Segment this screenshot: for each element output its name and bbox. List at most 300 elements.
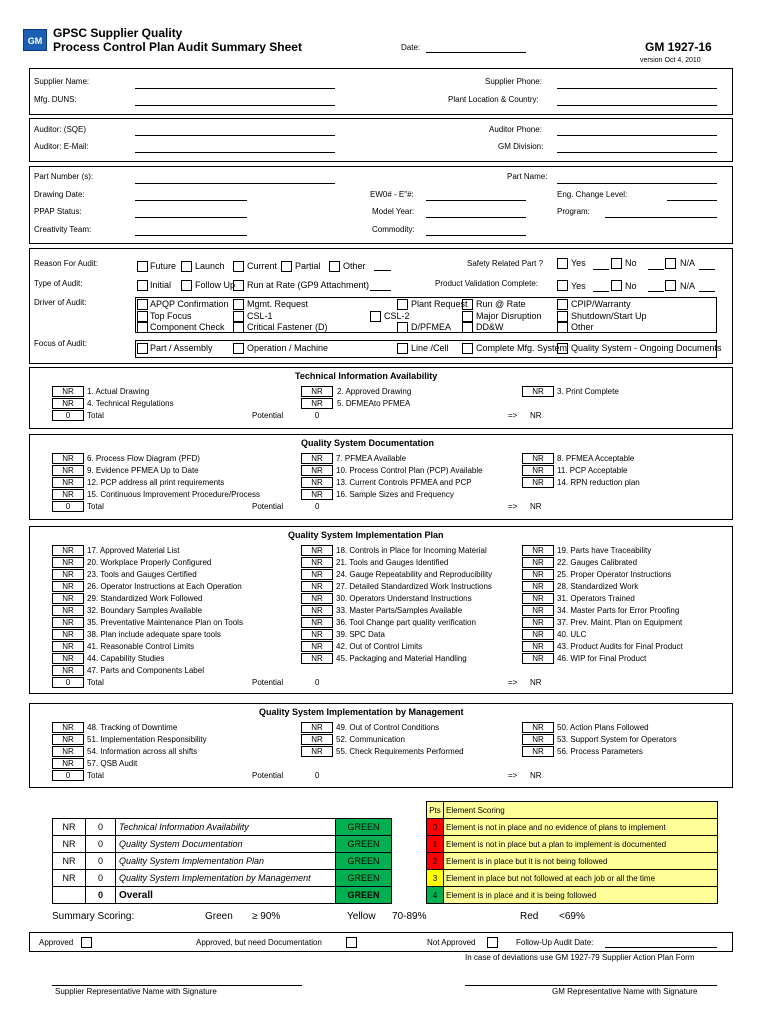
qsim-potential-label: Potential	[252, 771, 284, 780]
qsd-nr[interactable]: NR	[52, 465, 84, 476]
qsip-total-label: Total	[87, 678, 104, 687]
validation-na-label: N/A	[680, 281, 696, 291]
qsim-item: 54. Information across all shifts	[87, 747, 198, 756]
validation-label: Product Validation Complete:	[435, 279, 539, 288]
type-followup-label: Follow Up	[195, 280, 236, 290]
qsd-total-label: Total	[87, 502, 104, 511]
summary-value: 0	[86, 836, 116, 853]
qsip-item: 26. Operator Instructions at Each Operation	[87, 582, 242, 591]
qsip-nr[interactable]: NR	[301, 593, 333, 604]
qsd-nr[interactable]: NR	[301, 453, 333, 464]
form-number: GM 1927-16	[645, 40, 712, 54]
driver-runrate-checkbox[interactable]	[462, 299, 473, 310]
qsip-potential-label: Potential	[252, 678, 284, 687]
gm-logo: GM	[23, 29, 47, 51]
scoring-red-value: <69%	[559, 911, 585, 922]
focus-qs-label: Quality System - Ongoing Documents	[571, 343, 722, 353]
auditor-email-field[interactable]	[135, 152, 335, 153]
tia-potential-label: Potential	[252, 411, 284, 420]
qsip-item: 24. Gauge Repeatability and Reproducibility	[336, 570, 493, 579]
qsd-nr[interactable]: NR	[522, 453, 554, 464]
qsip-nr[interactable]: NR	[52, 653, 84, 664]
qsip-item: 28. Standardized Work	[557, 582, 639, 591]
reason-future-label: Future	[150, 261, 177, 271]
focus-line-label: Line /Cell	[411, 343, 449, 353]
focus-part-checkbox[interactable]	[137, 343, 148, 354]
qsip-item: 23. Tools and Gauges Certified	[87, 570, 197, 579]
qsip-nr[interactable]: NR	[52, 641, 84, 652]
driver-ddw-label: DD&W	[476, 322, 504, 332]
part-number-field[interactable]	[135, 183, 335, 184]
qsip-nr[interactable]: NR	[522, 581, 554, 592]
focus-operation-label: Operation / Machine	[247, 343, 329, 353]
qsim-nr[interactable]: NR	[52, 722, 84, 733]
summary-name: Technical Information Availability	[116, 819, 336, 836]
tia-item-5: 5. DFMEAto PFMEA	[337, 399, 411, 408]
creativity-label: Creativity Team:	[34, 225, 92, 234]
qsip-item: 33. Master Parts/Samples Available	[336, 606, 463, 615]
safety-na-line	[699, 269, 715, 270]
driver-fastener-label: Critical Fastener (D)	[247, 322, 328, 332]
qsim-nr[interactable]: NR	[522, 746, 554, 757]
qsim-total-label: Total	[87, 771, 104, 780]
reason-launch-checkbox[interactable]	[181, 261, 192, 272]
qsip-nr[interactable]: NR	[52, 617, 84, 628]
qsip-item: 22. Gauges Calibrated	[557, 558, 638, 567]
legend-text: Element is in place but it is not being followed	[444, 853, 718, 870]
safety-no-label: No	[625, 258, 637, 268]
qsip-nr[interactable]: NR	[522, 617, 554, 628]
summary-row	[53, 853, 392, 870]
reason-future-checkbox[interactable]	[137, 261, 148, 272]
qsd-nr[interactable]: NR	[522, 477, 554, 488]
validation-no-line	[648, 291, 664, 292]
supplier-sig-label: Supplier Representative Name with Signature	[55, 987, 217, 996]
qsip-nr[interactable]: NR	[301, 581, 333, 592]
tia-result: NR	[530, 411, 542, 420]
driver-topfocus-checkbox[interactable]	[137, 311, 148, 322]
qsip-item: 38. Plan include adequate spare tools	[87, 630, 221, 639]
qsim-nr[interactable]: NR	[522, 722, 554, 733]
qsd-nr[interactable]: NR	[52, 489, 84, 500]
summary-name: Quality System Implementation by Management	[116, 870, 336, 887]
tia-arrow: =>	[508, 411, 518, 420]
tia-nr-1[interactable]: NR	[52, 386, 84, 397]
reason-other-field[interactable]	[374, 270, 391, 271]
qsip-nr[interactable]: NR	[301, 617, 333, 628]
qsip-nr[interactable]: NR	[522, 641, 554, 652]
type-runrate-checkbox[interactable]	[233, 280, 244, 291]
focus-mfg-label: Complete Mfg. System	[476, 343, 568, 353]
supplier-phone-label: Supplier Phone:	[485, 77, 542, 86]
qsip-item: 43. Product Audits for Final Product	[557, 642, 683, 651]
driver-shutdown-checkbox[interactable]	[557, 311, 568, 322]
tia-nr-5[interactable]: NR	[301, 398, 333, 409]
safety-no-checkbox[interactable]	[611, 258, 622, 269]
scoring-yellow: Yellow	[347, 911, 376, 922]
qsim-arrow: =>	[508, 771, 518, 780]
legend-row	[427, 887, 718, 904]
qsd-nr[interactable]: NR	[301, 477, 333, 488]
summary-overall-empty	[53, 887, 86, 904]
tia-item-3: 3. Print Complete	[557, 387, 619, 396]
driver-runrate-label: Run @ Rate	[476, 299, 526, 309]
qsim-item: 56. Process Parameters	[557, 747, 643, 756]
driver-cpip-checkbox[interactable]	[557, 299, 568, 310]
supplier-signature-line[interactable]	[52, 985, 302, 986]
tia-item-4: 4. Technical Regulations	[87, 399, 174, 408]
tia-item-2: 2. Approved Drawing	[337, 387, 412, 396]
qsip-item: 30. Operators Understand Instructions	[336, 594, 472, 603]
header-subtitle: Process Control Plan Audit Summary Sheet	[53, 40, 302, 54]
tia-nr-3[interactable]: NR	[522, 386, 554, 397]
qsip-nr[interactable]: NR	[522, 545, 554, 556]
qsim-nr[interactable]: NR	[301, 746, 333, 757]
driver-mgmt-label: Mgmt. Request	[247, 299, 309, 309]
drawing-date-field[interactable]	[135, 200, 247, 201]
driver-ddw-checkbox[interactable]	[462, 322, 473, 333]
summary-nr: NR	[53, 853, 86, 870]
tia-nr-4[interactable]: NR	[52, 398, 84, 409]
gm-signature-line[interactable]	[465, 985, 717, 986]
supplier-name-field[interactable]	[135, 88, 335, 89]
qsip-item: 17. Approved Material List	[87, 546, 180, 555]
qsip-nr[interactable]: NR	[301, 605, 333, 616]
legend-text: Element is not in place but a plan to implement is documented	[444, 836, 718, 853]
version-text: version Oct 4, 2010	[640, 57, 701, 64]
legend-table	[426, 801, 718, 904]
approved-checkbox[interactable]	[81, 937, 92, 948]
validation-no-label: No	[625, 281, 637, 291]
ewo-field[interactable]	[426, 200, 526, 201]
legend-pts: 4	[427, 887, 444, 904]
qsd-item: 6. Process Flow Diagram (PFD)	[87, 454, 200, 463]
gm-sig-label: GM Representative Name with Signature	[552, 987, 698, 996]
scoring-green-value: ≥ 90%	[252, 911, 281, 922]
qsd-result: NR	[530, 502, 542, 511]
ppap-field[interactable]	[135, 217, 247, 218]
qsd-potential-value: 0	[315, 502, 320, 511]
driver-shutdown-label: Shutdown/Start Up	[571, 311, 647, 321]
qsim-item: 55. Check Requirements Performed	[336, 747, 464, 756]
legend-header: Element Scoring	[444, 802, 718, 819]
qsip-nr[interactable]: NR	[52, 545, 84, 556]
driver-cpip-label: CPIP/Warranty	[571, 299, 631, 309]
qsim-item: 51. Implementation Responsibility	[87, 735, 207, 744]
summary-overall-row	[53, 887, 392, 904]
focus-label: Focus of Audit:	[34, 339, 87, 348]
driver-csl2-checkbox[interactable]	[370, 311, 381, 322]
summary-status: GREEN	[336, 819, 392, 836]
eng-change-label: Eng. Change Level:	[557, 190, 628, 199]
qsip-nr[interactable]: NR	[52, 665, 84, 676]
qsip-item: 34. Master Parts for Error Proofing	[557, 606, 680, 615]
auditor-phone-field[interactable]	[557, 135, 717, 136]
qsip-item: 41. Reasonable Control Limits	[87, 642, 195, 651]
driver-other-checkbox[interactable]	[557, 322, 568, 333]
type-label: Type of Audit:	[34, 279, 83, 288]
qsip-item: 19. Parts have Traceability	[557, 546, 652, 555]
qsd-item: 15. Continuous Improvement Procedure/Process	[87, 490, 260, 499]
qsim-potential-value: 0	[315, 771, 320, 780]
qsim-nr[interactable]: NR	[52, 746, 84, 757]
safety-yes-line	[593, 269, 609, 270]
qsim-item: 52. Communication	[336, 735, 405, 744]
qsim-item: 57. QSB Audit	[87, 759, 138, 768]
approved-doc-label: Approved, but need Documentation	[196, 938, 322, 947]
summary-name: Quality System Implementation Plan	[116, 853, 336, 870]
driver-other-label: Other	[571, 322, 594, 332]
validation-na-checkbox[interactable]	[665, 280, 676, 291]
summary-nr: NR	[53, 819, 86, 836]
qsd-item: 13. Current Controls PFMEA and PCP	[336, 478, 472, 487]
qsim-nr[interactable]: NR	[522, 734, 554, 745]
qsim-nr[interactable]: NR	[301, 734, 333, 745]
summary-row	[53, 819, 392, 836]
validation-yes-checkbox[interactable]	[557, 280, 568, 291]
driver-label: Driver of Audit:	[34, 298, 87, 307]
driver-component-checkbox[interactable]	[137, 322, 148, 333]
qsim-item: 50. Action Plans Followed	[557, 723, 649, 732]
qsip-nr[interactable]: NR	[52, 605, 84, 616]
part-name-field[interactable]	[557, 183, 717, 184]
legend-row	[427, 819, 718, 836]
approval-box	[29, 932, 733, 952]
qsd-item: 9. Evidence PFMEA Up to Date	[87, 466, 199, 475]
qsip-nr[interactable]: NR	[301, 653, 333, 664]
qsip-nr[interactable]: NR	[52, 629, 84, 640]
qsip-item: 47. Parts and Components Label	[87, 666, 204, 675]
driver-topfocus-label: Top Focus	[150, 311, 192, 321]
qsip-nr[interactable]: NR	[301, 629, 333, 640]
supplier-phone-field[interactable]	[557, 88, 717, 89]
qsip-item: 25. Proper Operator Instructions	[557, 570, 672, 579]
legend-pts: 3	[427, 870, 444, 887]
scoring-red: Red	[520, 911, 539, 922]
gm-division-field[interactable]	[557, 152, 717, 153]
qsd-item: 14. RPN reduction plan	[557, 478, 640, 487]
validation-yes-line	[593, 291, 609, 292]
reason-launch-label: Launch	[195, 261, 225, 271]
reason-other-label: Other	[343, 261, 366, 271]
not-approved-label: Not Approved	[427, 938, 476, 947]
supplier-name-label: Supplier Name:	[34, 77, 90, 86]
summary-overall-value: 0	[86, 887, 116, 904]
driver-dpfmea-checkbox[interactable]	[397, 322, 408, 333]
reason-partial-label: Partial	[295, 261, 321, 271]
qsd-nr[interactable]: NR	[52, 477, 84, 488]
driver-mgmt-checkbox[interactable]	[233, 299, 244, 310]
qsip-item: 31. Operators Trained	[557, 594, 635, 603]
qsip-item: 36. Tool Change part quality verification	[336, 618, 476, 627]
qsd-item: 10. Process Control Plan (PCP) Available	[336, 466, 483, 475]
focus-qs-checkbox[interactable]	[557, 343, 568, 354]
focus-operation-checkbox[interactable]	[233, 343, 244, 354]
summary-value: 0	[86, 870, 116, 887]
qsip-nr[interactable]: NR	[301, 569, 333, 580]
location-field[interactable]	[557, 105, 717, 106]
legend-pts: 0	[427, 819, 444, 836]
auditor-box	[29, 118, 733, 162]
driver-csl1-label: CSL-1	[247, 311, 273, 321]
part-number-label: Part Number (s):	[34, 172, 94, 181]
summary-table	[52, 818, 392, 904]
qsip-item: 27. Detailed Standardized Work Instructions	[336, 582, 492, 591]
summary-overall-label: Overall	[116, 887, 336, 904]
deviation-text: In case of deviations use GM 1927-79 Supplier Action Plan Form	[465, 953, 695, 962]
qsd-potential-label: Potential	[252, 502, 284, 511]
qsip-nr[interactable]: NR	[52, 569, 84, 580]
qsip-item: 35. Preventative Maintenance Plan on Tools	[87, 618, 243, 627]
program-label: Program:	[557, 207, 590, 216]
qsd-total-value: 0	[52, 501, 84, 512]
follow-up-field[interactable]	[605, 947, 717, 948]
qsim-item: 53. Support System for Operators	[557, 735, 677, 744]
qsip-nr[interactable]: NR	[522, 557, 554, 568]
qsip-nr[interactable]: NR	[522, 605, 554, 616]
ewo-label: EW0# - E"#:	[370, 190, 414, 199]
reason-current-label: Current	[247, 261, 278, 271]
qsip-nr[interactable]: NR	[522, 569, 554, 580]
qsip-item: 42. Out of Control Limits	[336, 642, 423, 651]
legend-pts: 2	[427, 853, 444, 870]
qsd-item: 7. PFMEA Available	[336, 454, 407, 463]
qsip-item: 32. Boundary Samples Available	[87, 606, 203, 615]
driver-plant-label: Plant Request	[411, 299, 468, 309]
drawing-date-label: Drawing Date:	[34, 190, 85, 199]
qsip-item: 46. WIP for Final Product	[557, 654, 647, 663]
qsip-nr[interactable]: NR	[301, 545, 333, 556]
qsip-nr[interactable]: NR	[52, 593, 84, 604]
qsip-item: 39. SPC Data	[336, 630, 385, 639]
driver-apqp-label: APQP Confirmation	[150, 299, 229, 309]
summary-overall-status: GREEN	[336, 887, 392, 904]
header-title: GPSC Supplier Quality	[53, 26, 183, 40]
qsd-nr[interactable]: NR	[301, 489, 333, 500]
reason-label: Reason For Audit:	[34, 259, 99, 268]
qsd-title: Quality System Documentation	[301, 438, 435, 448]
focus-part-label: Part / Assembly	[150, 343, 213, 353]
tia-item-1: 1. Actual Drawing	[87, 387, 150, 396]
driver-disruption-label: Major Disruption	[476, 311, 542, 321]
qsim-title: Quality System Implementation by Management	[259, 707, 464, 717]
safety-no-line	[648, 269, 664, 270]
reason-current-checkbox[interactable]	[233, 261, 244, 272]
summary-nr: NR	[53, 836, 86, 853]
driver-fastener-checkbox[interactable]	[233, 322, 244, 333]
tia-nr-2[interactable]: NR	[301, 386, 333, 397]
legend-row	[427, 870, 718, 887]
qsip-nr[interactable]: NR	[52, 557, 84, 568]
scoring-green: Green	[205, 911, 233, 922]
driver-csl1-checkbox[interactable]	[233, 311, 244, 322]
part-name-label: Part Name:	[507, 172, 548, 181]
legend-text: Element is in place and it is being followed	[444, 887, 718, 904]
driver-plant-checkbox[interactable]	[397, 299, 408, 310]
qsip-item: 44. Capability Studies	[87, 654, 165, 663]
tia-total-value: 0	[52, 410, 84, 421]
supplier-box	[29, 68, 733, 115]
validation-no-checkbox[interactable]	[611, 280, 622, 291]
commodity-field[interactable]	[426, 235, 526, 236]
date-label: Date:	[401, 43, 421, 52]
driver-disruption-checkbox[interactable]	[462, 311, 473, 322]
reason-other-checkbox[interactable]	[329, 261, 340, 272]
qsip-result: NR	[530, 678, 542, 687]
qsd-nr[interactable]: NR	[301, 465, 333, 476]
qsim-item: 48. Tracking of Downtime	[87, 723, 178, 732]
qsim-nr[interactable]: NR	[301, 722, 333, 733]
qsip-item: 37. Prev. Maint. Plan on Equipment	[557, 618, 683, 627]
model-year-label: Model Year:	[372, 207, 415, 216]
qsd-item: 16. Sample Sizes and Frequency	[336, 490, 454, 499]
program-field[interactable]	[605, 217, 717, 218]
focus-mfg-checkbox[interactable]	[462, 343, 473, 354]
qsip-nr[interactable]: NR	[301, 641, 333, 652]
summary-status: GREEN	[336, 870, 392, 887]
type-followup-checkbox[interactable]	[181, 280, 192, 291]
qsim-nr[interactable]: NR	[52, 734, 84, 745]
qsim-total-value: 0	[52, 770, 84, 781]
safety-na-checkbox[interactable]	[665, 258, 676, 269]
auditor-sqe-field[interactable]	[135, 135, 335, 136]
legend-text: Element is not in place and no evidence of plans to implement	[444, 819, 718, 836]
type-initial-checkbox[interactable]	[137, 280, 148, 291]
safety-na-label: N/A	[680, 258, 696, 268]
auditor-sqe-label: Auditor: (SQE)	[34, 125, 87, 134]
driver-component-label: Component Check	[150, 322, 225, 332]
approved-doc-checkbox[interactable]	[346, 937, 357, 948]
eng-change-field[interactable]	[667, 200, 717, 201]
qsim-nr[interactable]: NR	[52, 758, 84, 769]
duns-field[interactable]	[135, 105, 335, 106]
safety-yes-checkbox[interactable]	[557, 258, 568, 269]
legend-pts: 1	[427, 836, 444, 853]
date-field[interactable]	[426, 52, 526, 53]
validation-yes-label: Yes	[571, 281, 586, 291]
qsip-nr[interactable]: NR	[301, 557, 333, 568]
commodity-label: Commodity:	[372, 225, 415, 234]
approved-label: Approved	[39, 938, 74, 947]
legend-pts-header: Pts	[427, 802, 444, 819]
qsip-title: Quality System Implementation Plan	[288, 530, 444, 540]
qsip-item: 21. Tools and Gauges Identified	[336, 558, 449, 567]
summary-row	[53, 836, 392, 853]
auditor-email-label: Auditor: E-Mail:	[34, 142, 89, 151]
qsd-arrow: =>	[508, 502, 518, 511]
type-field[interactable]	[370, 290, 391, 291]
qsd-nr[interactable]: NR	[52, 453, 84, 464]
focus-line-checkbox[interactable]	[397, 343, 408, 354]
qsip-nr[interactable]: NR	[52, 581, 84, 592]
tia-potential-value: 0	[314, 411, 320, 420]
qsip-nr[interactable]: NR	[522, 629, 554, 640]
summary-status: GREEN	[336, 853, 392, 870]
qsip-potential-value: 0	[315, 678, 320, 687]
qsip-nr[interactable]: NR	[522, 593, 554, 604]
qsd-nr[interactable]: NR	[522, 465, 554, 476]
driver-apqp-checkbox[interactable]	[137, 299, 148, 310]
not-approved-checkbox[interactable]	[487, 937, 498, 948]
qsip-nr[interactable]: NR	[522, 653, 554, 664]
model-year-field[interactable]	[426, 217, 526, 218]
qsim-item: 49. Out of Control Conditions	[336, 723, 440, 732]
type-runrate-label: Run at Rate (GP9 Attachment)	[247, 280, 370, 290]
validation-na-line	[699, 291, 715, 292]
legend-text: Element in place but not followed at each job or all the time	[444, 870, 718, 887]
reason-partial-checkbox[interactable]	[281, 261, 292, 272]
creativity-field[interactable]	[135, 235, 247, 236]
